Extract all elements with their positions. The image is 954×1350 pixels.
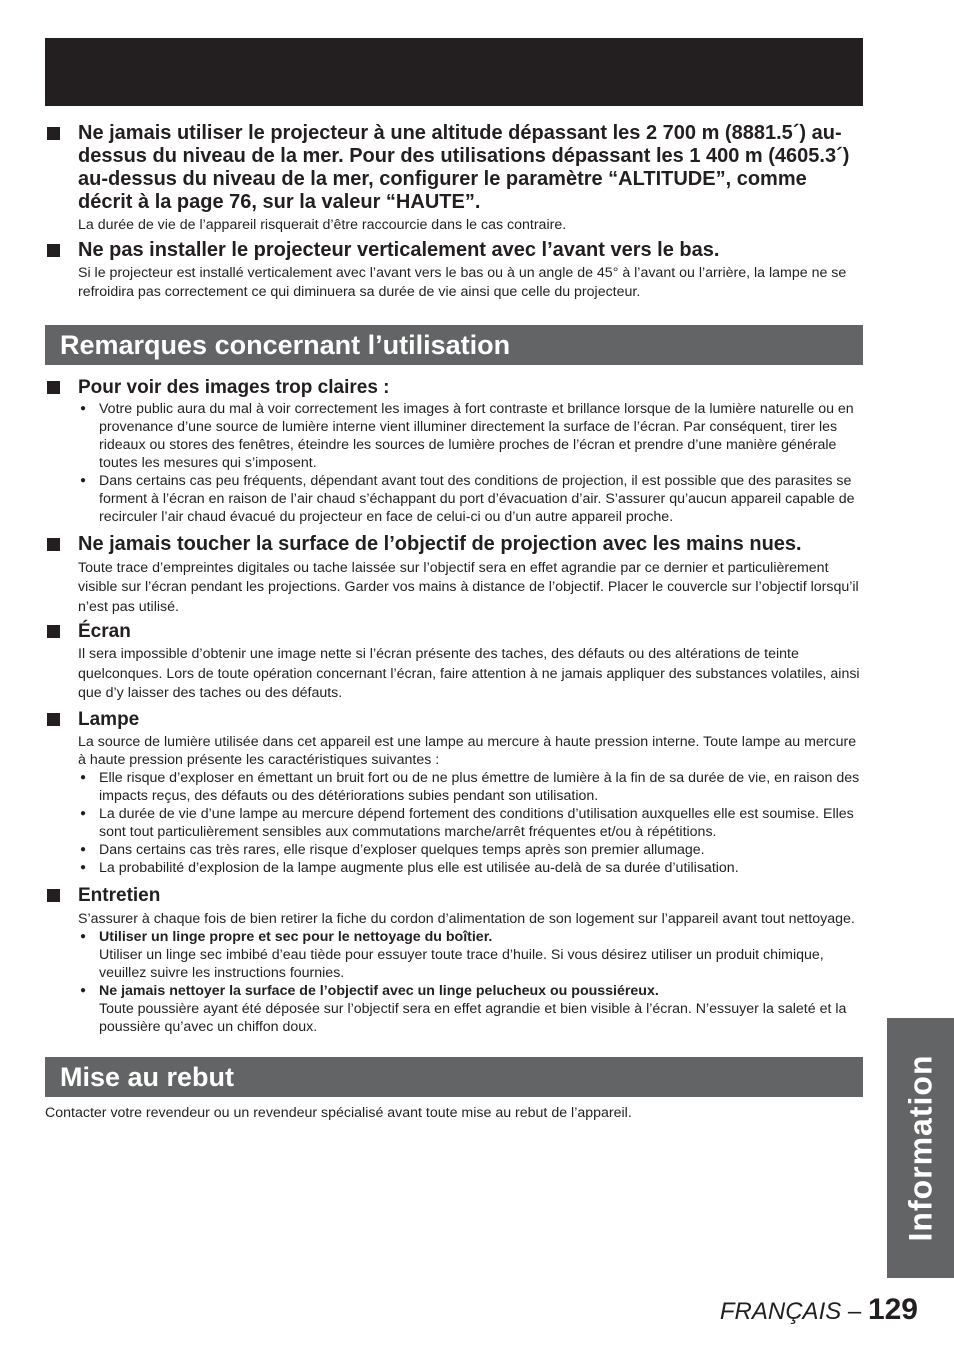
page-content [45, 122, 863, 1123]
maintenance-bullet-bold: ● Ne jamais nettoyer la surface de l’objectif avec un linge pelucheux ou poussiéreux. [99, 982, 659, 999]
square-bullet-icon [47, 127, 60, 140]
warning-vertical-title: Ne pas installer le projecteur verticalement avec l’avant vers le bas. [78, 238, 720, 261]
page-footer [720, 1290, 918, 1332]
lamp-text: La source de lumière utilisée dans cet appareil est une lampe au mercure à haute pression interne. Toute lampe au mercure à haute pression présente les caractéristiques suivantes : [78, 733, 857, 768]
square-bullet-icon [47, 713, 60, 726]
bright-images-list [78, 400, 863, 526]
section-title-disposal: Mise au rebut [45, 1057, 863, 1097]
square-bullet-icon [47, 889, 60, 902]
square-bullet-icon [47, 244, 60, 257]
footer-language: FRANÇAIS [719, 1298, 842, 1325]
maintenance-heading [45, 885, 863, 907]
side-tab-label: Information [902, 1054, 938, 1242]
page-number: 129 [867, 1293, 918, 1326]
list-item: ● Elle risque d’exploser en émettant un bruit fort ou de ne plus émettre de lumière à la fin de sa durée de vie, en raison des impacts reçus, des défauts ou des détériorations subies pendant son utilisation. [78, 769, 863, 805]
list-item: ● Dans certains cas très rares, elle risque d’exploser quelques temps après son premier allumage. [78, 841, 863, 859]
lamp-list [78, 769, 863, 877]
square-bullet-icon [47, 538, 60, 551]
maintenance-bullet-text: Toute poussière ayant été déposée sur l’objectif sera en effet agrandie et bien visible à l’écran. N’essuyer la saleté et la poussière qu’avec un chiffon doux. [99, 1000, 847, 1035]
list-item [78, 982, 863, 1036]
bright-images-title: Pour voir des images trop claires : [78, 376, 390, 398]
list-item [78, 928, 863, 982]
screen-text: Il sera impossible d’obtenir une image nette si l’écran présente des taches, des défauts ou des altérations de teinte quelconques. Lors de toute opération concernant l’écran, faire attention à ne jamais appliquer des substances volatiles, ainsi que d’y laisser des taches ou des défauts. [78, 646, 860, 701]
square-bullet-icon [47, 381, 60, 394]
warning-altitude-text: La durée de vie de l’appareil risquerait d’être raccourcie dans le cas contraire. [78, 217, 567, 233]
screen-heading [45, 621, 863, 643]
list-item: ● La durée de vie d’une lampe au mercure dépend fortement des conditions d’utilisation auxquelles elle est soumise. Elles sont tout particulièrement sensibles aux commutations marche/arrêt fréquentes et/ou à répétitions. [78, 805, 863, 841]
maintenance-bullet-text: Utiliser un linge sec imbibé d’eau tiède pour essuyer toute trace d’huile. Si vous désirez utiliser un produit chimique, veuillez suivre les instructions fournies. [99, 946, 824, 981]
maintenance-text: S’assurer à chaque fois de bien retirer la fiche du cordon d’alimentation de son logement sur l’appareil avant tout nettoyage. [78, 910, 855, 927]
lamp-heading [45, 709, 863, 731]
warning-altitude-title: Ne jamais utiliser le projecteur à une altitude dépassant les 2 700 m (8881.5´) au-dessus du niveau de la mer. Pour des utilisations dépassant les 1 400 m (4605.3´) au-dessus du niveau de la mer, configurer le paramètre “ALTITUDE”, comme décrit à la page 76, sur la valeur “HAUTE”. [78, 122, 850, 213]
footer-separator: – [841, 1298, 868, 1325]
lamp-title: Lampe [78, 708, 140, 730]
list-item: ● La probabilité d’explosion de la lampe augmente plus elle est utilisée au-delà de sa durée d’utilisation. [78, 859, 863, 877]
side-tab-information [887, 1018, 954, 1278]
section-title-usage: Remarques concernant l’utilisation [45, 325, 863, 365]
maintenance-title: Entretien [78, 884, 161, 906]
square-bullet-icon [47, 625, 60, 638]
disposal-text: Contacter votre revendeur ou un revendeur spécialisé avant toute mise au rebut de l’appareil. [45, 1104, 632, 1121]
maintenance-list [78, 928, 863, 1036]
lens-text: Toute trace d’empreintes digitales ou tache laissée sur l’objectif sera en effet agrandie par ce dernier et particulièrement visible sur l’écran pendant les projections. Garder vos mains à distance de l’objectif. Placer le couvercle sur l’objectif lorsqu’il n’est pas utilisé. [78, 559, 859, 615]
top-header-bar [45, 38, 863, 106]
list-item: ● Votre public aura du mal à voir correctement les images à fort contraste et brillance lorsque de la lumière naturelle ou en provenance d’une source de lumière interne vient illuminer directement la surface de l’écran. Par conséquent, tirer les rideaux ou stores des fenêtres, éteindre les sources de lumière proches de l’écran et prendre d’une manière générale toutes les mesures qui s’imposent. [78, 400, 863, 472]
warning-vertical-text: Si le projecteur est installé verticalement avec l’avant vers le bas ou à un angle de 45° à l’avant ou l’arrière, la lampe ne se refroidira pas correctement ce qui diminuera sa durée de vie ainsi que celle du projecteur. [78, 264, 847, 300]
bright-images-heading [45, 377, 863, 399]
maintenance-bullet-bold: ● Utiliser un linge propre et sec pour le nettoyage du boîtier. [99, 928, 493, 945]
lens-title: Ne jamais toucher la surface de l’objectif de projection avec les mains nues. [78, 532, 802, 555]
warning-vertical-heading [45, 239, 863, 262]
warning-altitude-heading [45, 122, 863, 214]
list-item: ● Dans certains cas peu fréquents, dépendant avant tout des conditions de projection, il est possible que des parasites se forment à l’écran en raison de l’air chaud s’échappant du port d’évacuation d’air. S’assurer qu’aucun appareil capable de recirculer l’air chaud évacué du projecteur en face de celui-ci ou d’un autre appareil proche. [78, 472, 863, 526]
lens-heading [45, 533, 863, 556]
screen-title: Écran [78, 621, 131, 642]
